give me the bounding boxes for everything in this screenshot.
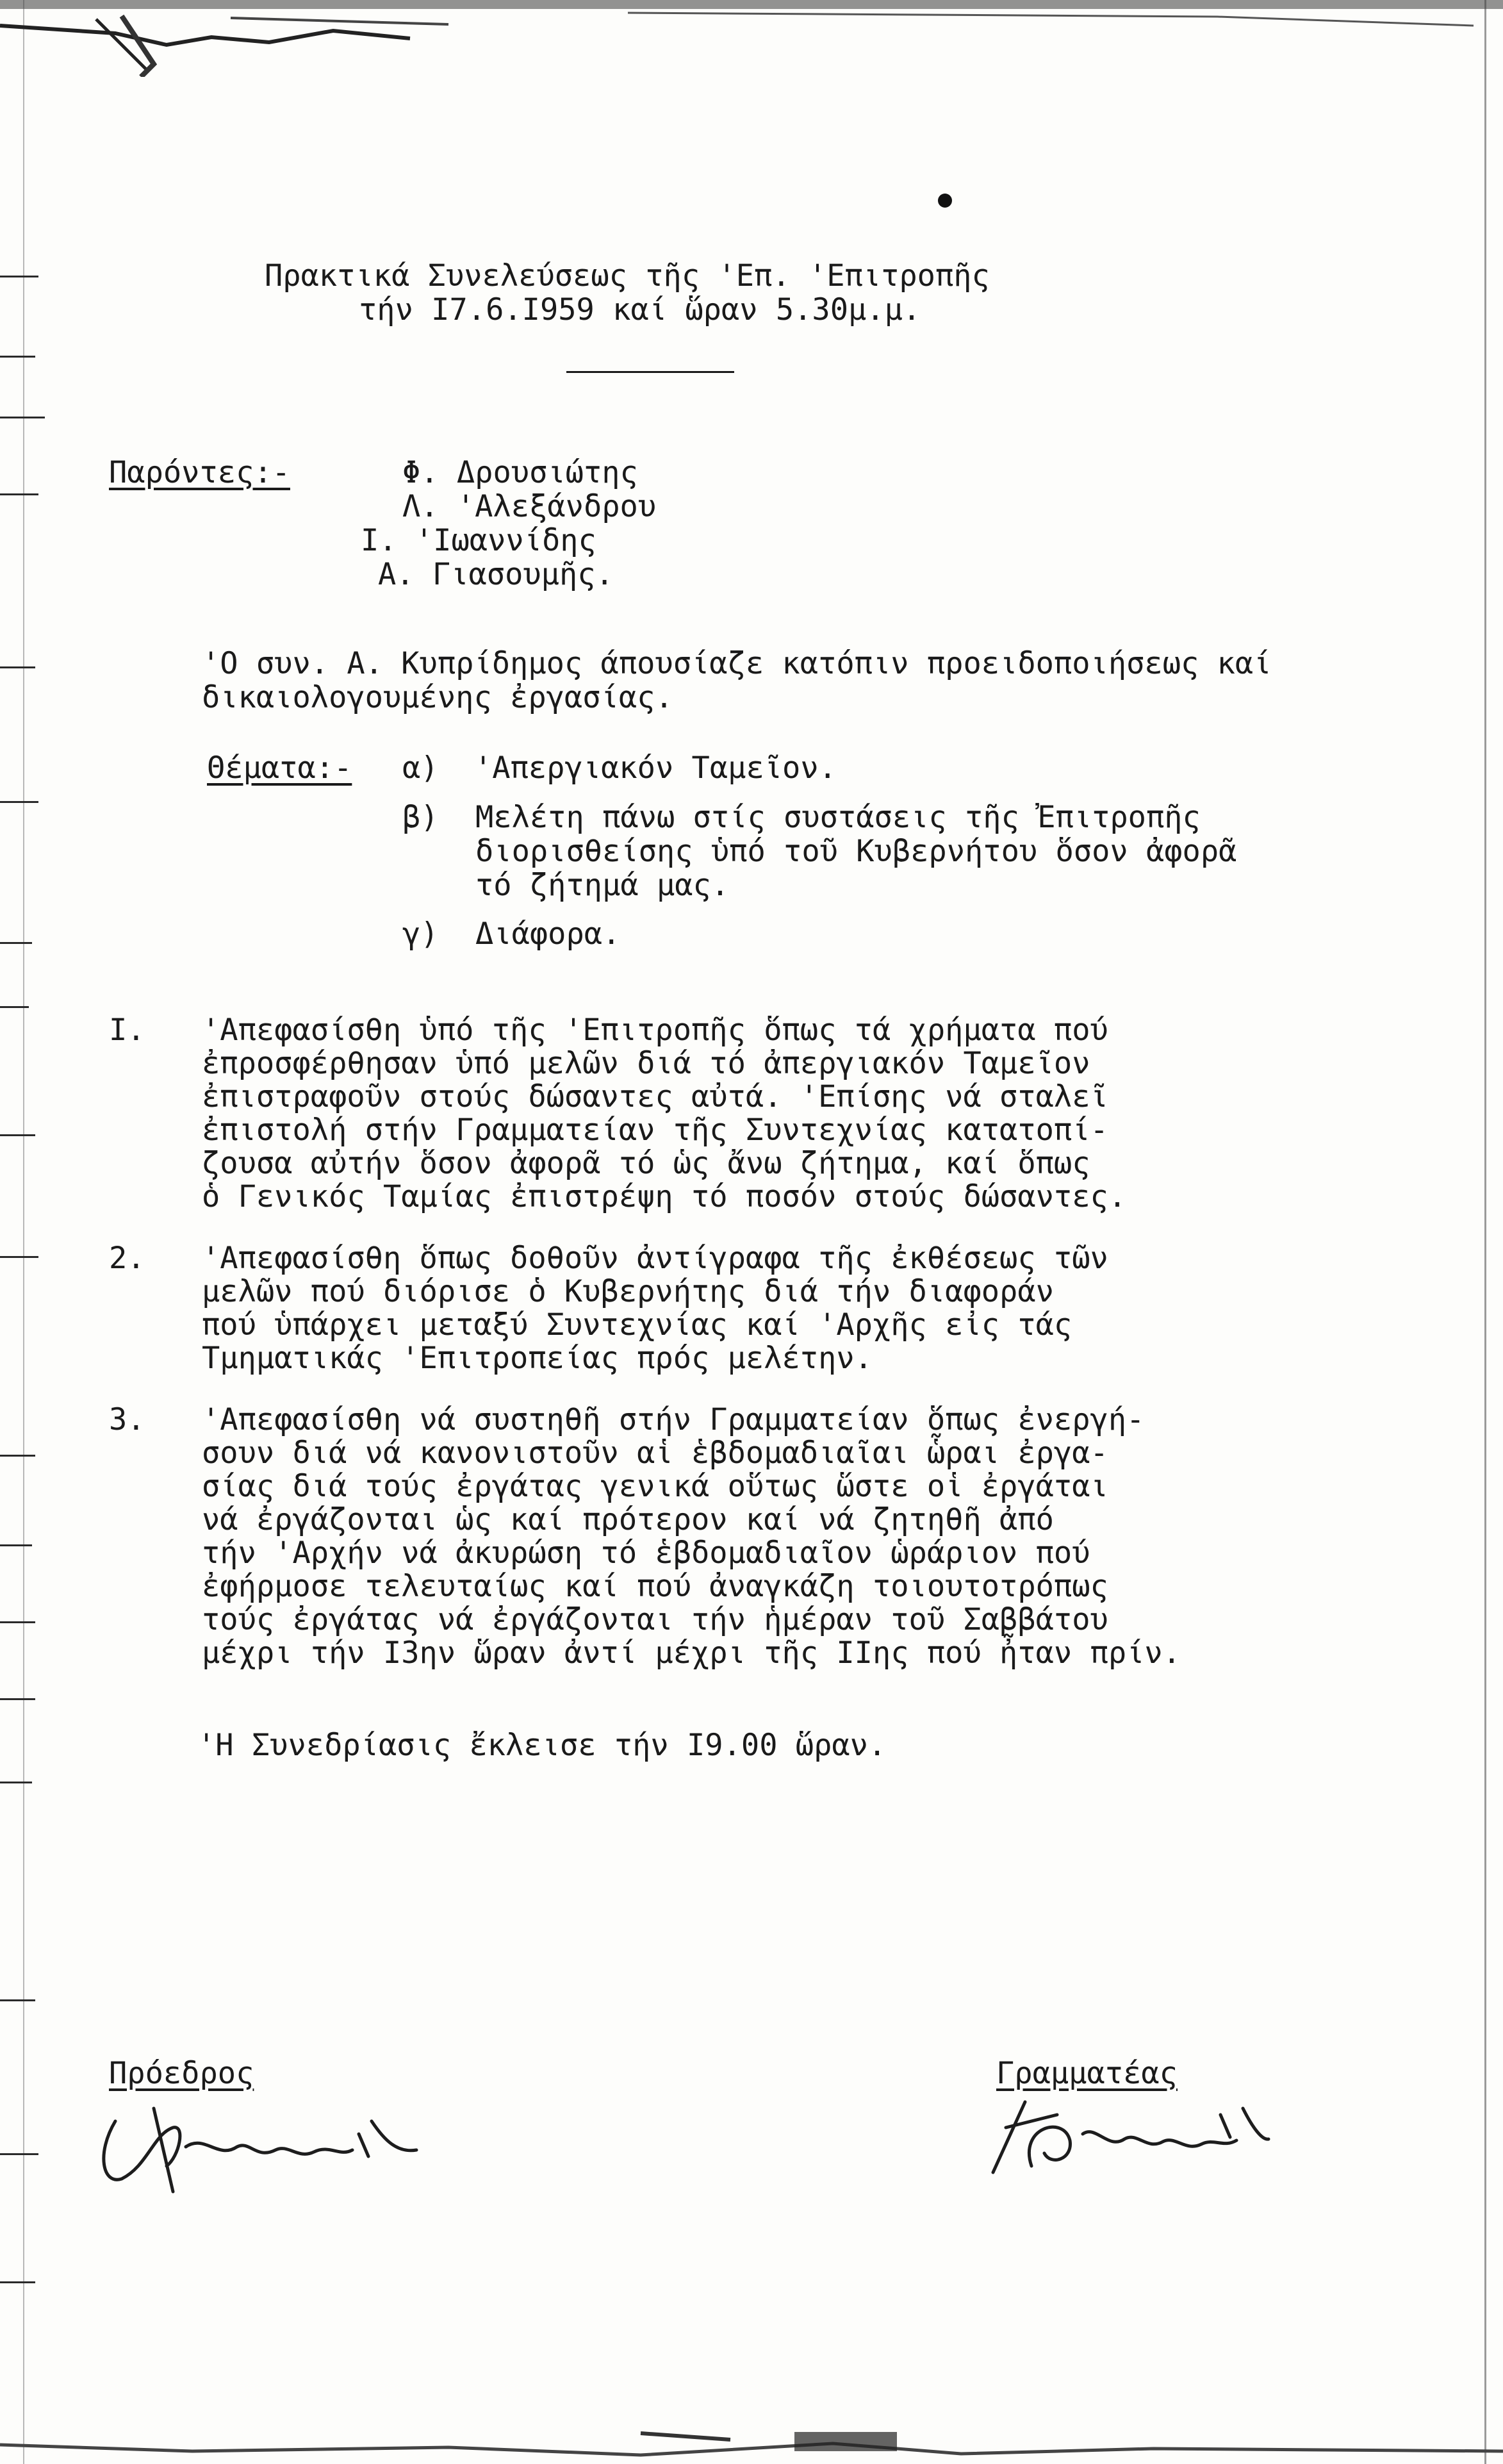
agenda-item: Μελέτη πάνω στίς συστάσεις τῆς Ἐπιτροπῆς [475,800,1201,835]
resolution-text: Τμηματικάς 'Επιτροπείας πρός μελέτην. [202,1341,873,1376]
scan-tick [0,1544,32,1546]
secretary-label: Γραμματέας [996,2056,1178,2091]
resolution-text: μελῶν πού διόρισε ὁ Κυβερνήτης διά τήν διαφοράν [202,1274,1054,1309]
scan-left-edge [0,0,24,2464]
agenda-label: Θέματα:- [207,750,352,786]
resolution-text: ἐφήρμοσε τελευταίως καί πού ἀναγκάζη τοιουτοτρόπως [202,1569,1108,1604]
scan-tick [0,276,38,277]
agenda-marker: γ) [402,916,439,952]
scan-right-edge [1484,0,1503,2464]
scan-tick [0,493,38,495]
resolution-text: τήν 'Αρχήν νά ἀκυρώση τό ἑβδομαδιαῖον ὡράριον πού [202,1535,1090,1571]
resolution-text: σίας διά τούς ἐργάτας γενικά οὕτως ὥστε οἱ ἐργάται [202,1469,1108,1504]
resolution-text: τούς ἐργάτας νά ἐργάζονται τήν ἡμέραν τοῦ Σαββάτου [202,1602,1108,1637]
agenda-item: διορισθείσης ὑπό τοῦ Κυβερνήτου ὅσον ἀφορᾶ [475,834,1237,869]
resolution-text: 'Απεφασίσθη νά συστηθῆ στήν Γραμματείαν ὅπως ἐνεργή- [202,1402,1145,1437]
attendance-label: Παρόντες:- [109,455,290,490]
scan-tick [0,1455,35,1457]
scan-tick [0,2281,35,2283]
resolution-text: νά ἐργάζονται ὡς καί πρότερον καί νά ζητηθῆ ἀπό [202,1502,1054,1537]
agenda-marker: β) [402,800,439,835]
scan-bottom-noise [0,2406,1503,2464]
resolution-text: ἐπιστραφοῦν στούς δώσαντες αὐτά. 'Επίσης νά σταλεῖ [202,1079,1108,1114]
title-divider [566,371,734,373]
resolution-text: ἐπιστολή στήν Γραμματείαν τῆς Συντεχνίας κατατοπί- [202,1112,1108,1148]
secretary-signature [967,2089,1275,2192]
agenda-marker: α) [402,750,439,786]
meeting-date-time: τήν Ι7.6.Ι959 καί ὥραν 5.30μ.μ. [359,292,921,327]
scan-tick [0,1006,29,1008]
attendee: Ι. 'Ιωαννίδης [361,523,596,558]
scan-tick [0,1698,35,1700]
scan-tick [0,1621,35,1623]
resolution-number: 3. [109,1402,145,1437]
absence-note: 'Ο συν. Α. Κυπρίδημος άπουσίαζε κατόπιν προειδοποιήσεως καί [202,646,1272,681]
scan-top-noise [0,0,1503,77]
scan-tick [0,1999,35,2001]
ink-dot [935,191,955,210]
resolution-text: 'Απεφασίσθη ὅπως δοθοῦν ἀντίγραφα τῆς ἐκθέσεως τῶν [202,1241,1108,1276]
scan-tick [0,2153,38,2155]
agenda-item: τό ζήτημά μας. [475,868,730,903]
chairman-signature [77,2096,436,2198]
attendee: Λ. 'Αλεξάνδρου [402,489,657,524]
resolution-number: Ι. [109,1013,145,1048]
resolution-text: ὁ Γενικός Ταμίας ἐπιστρέψη τό ποσόν στούς δώσαντες. [202,1179,1127,1214]
resolution-text: ζουσα αὐτήν ὅσον ἀφορᾶ τό ὡς ἄνω ζήτημα, καί ὅπως [202,1146,1090,1181]
chairman-label: Πρόεδρος [109,2056,254,2091]
resolution-text: πού ὑπάρχει μεταξύ Συντεχνίας καί 'Αρχῆς εἰς τάς [202,1307,1072,1343]
resolution-text: 'Απεφασίσθη ὑπό τῆς 'Επιτροπῆς ὅπως τά χρήματα πού [202,1013,1108,1048]
scan-tick [0,666,35,668]
scan-tick [0,1782,32,1783]
agenda-item: 'Απεργιακόν Ταμεῖον. [474,750,837,786]
scan-tick [0,417,45,418]
document-title: Πρακτικά Συνελεύσεως τῆς 'Επ. 'Επιτροπῆς [265,258,990,294]
scan-tick [0,356,35,358]
scan-tick [0,1256,38,1258]
scan-tick [0,1134,35,1136]
absence-note: δικαιολογουμένης ἐργασίας. [202,680,673,715]
scan-tick [0,942,32,944]
agenda-item: Διάφορα. [475,916,621,952]
resolution-text: ἐπροσφέρθησαν ὑπό μελῶν διά τό ἀπεργιακόν Ταμεῖον [202,1046,1090,1081]
resolution-text: σουν διά νά κανονιστοῦν αἱ ἑβδομαδιαῖαι ὧραι ἐργα- [202,1435,1108,1471]
closing-statement: 'Η Συνεδρίασις ἔκλεισε τήν Ι9.00 ὥραν. [197,1728,887,1763]
resolution-number: 2. [109,1241,145,1276]
attendee: Α. Γιασουμῆς. [378,557,614,592]
scan-tick [0,801,38,803]
resolution-text: μέχρι τήν Ι3ην ὥραν ἀντί μέχρι τῆς ΙΙης πού ἦταν πρίν. [202,1635,1181,1671]
attendee: Φ. Δρουσιώτης [402,455,638,490]
